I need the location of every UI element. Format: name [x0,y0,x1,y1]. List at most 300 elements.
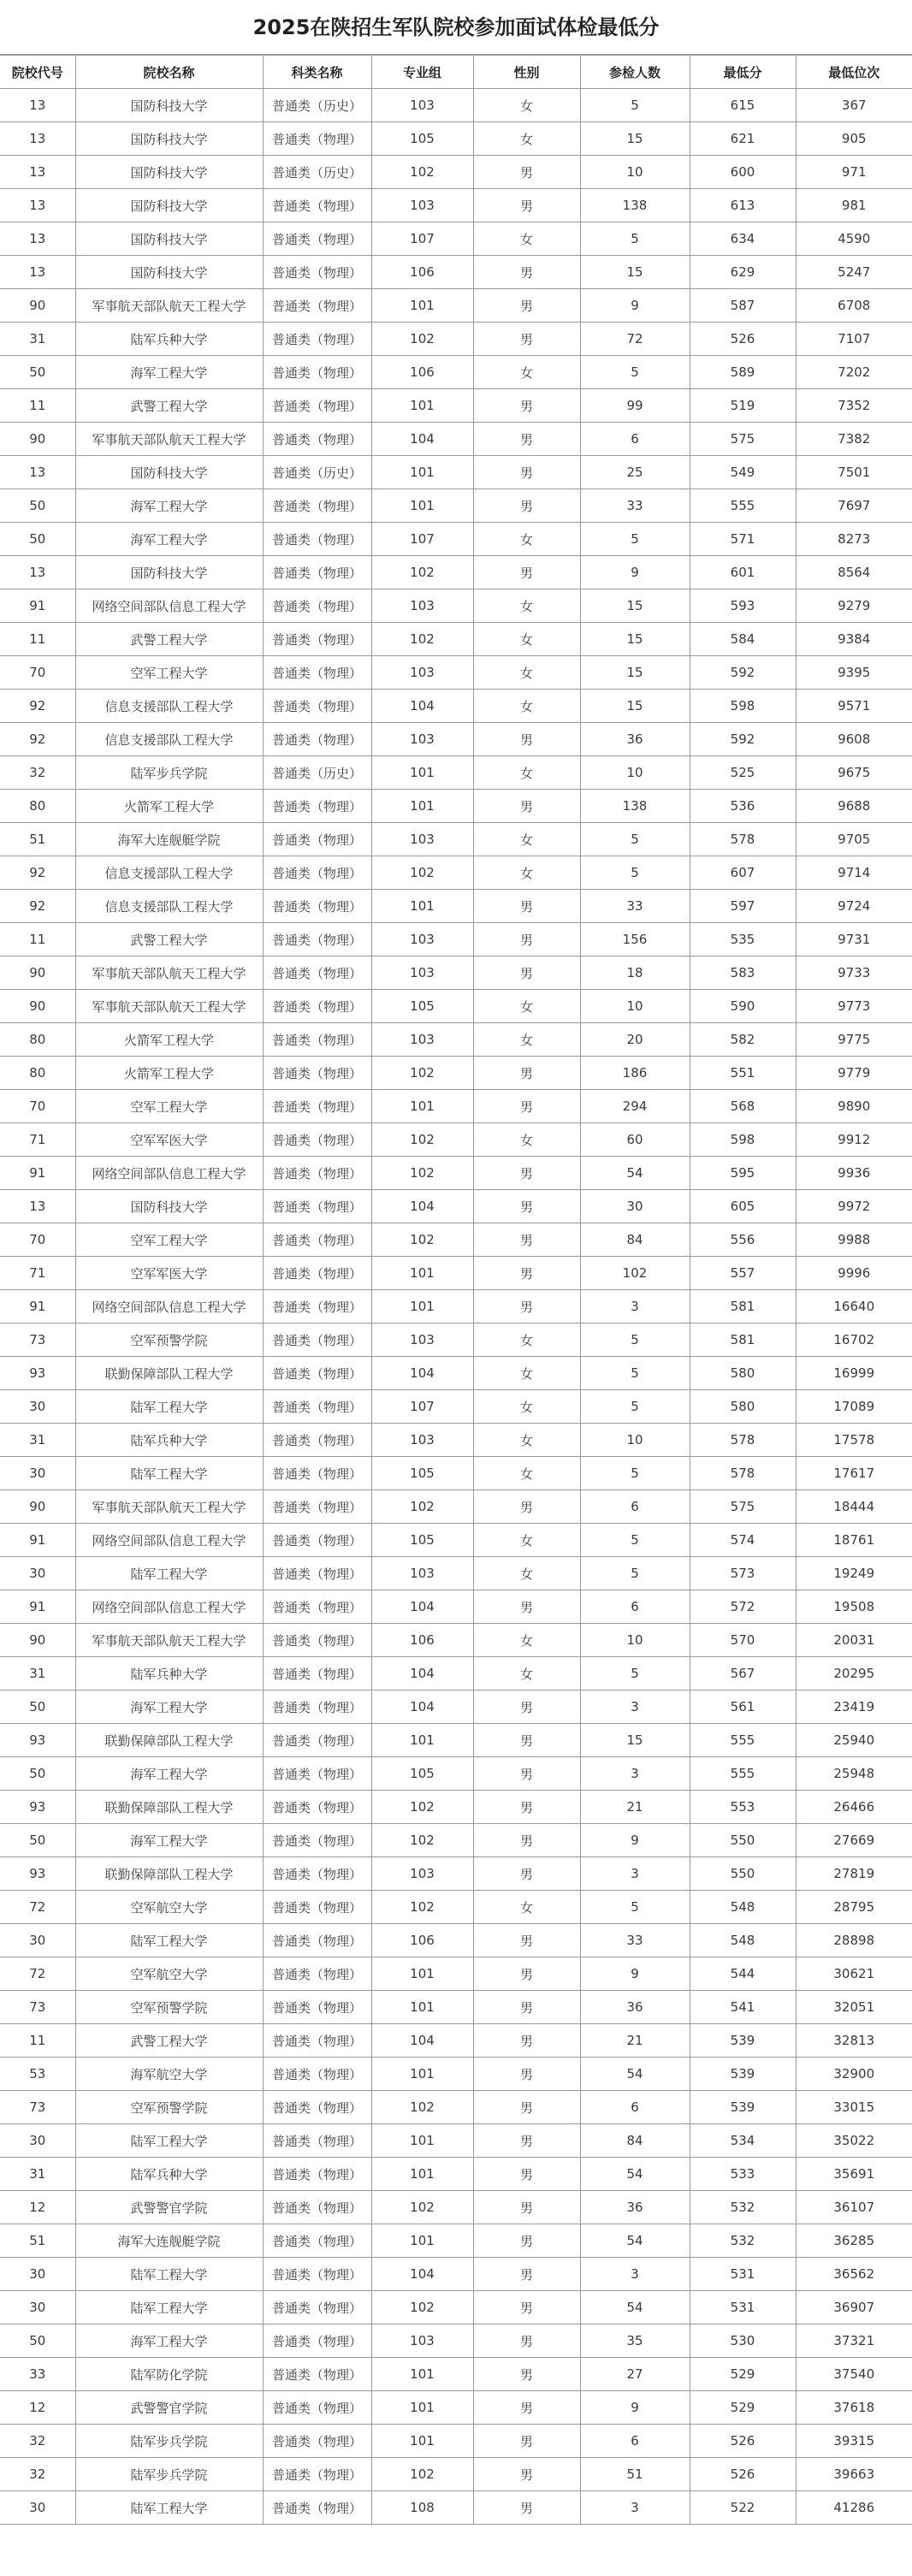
cell-school-name: 网络空间部队信息工程大学 [75,1524,263,1557]
cell-major-group: 101 [371,2158,473,2191]
cell-min-score: 551 [690,1057,796,1090]
cell-min-score: 581 [690,1290,796,1324]
cell-exam-count: 25 [580,456,690,489]
cell-exam-count: 21 [580,2024,690,2058]
cell-min-rank: 17617 [796,1457,912,1490]
cell-gender: 男 [473,456,580,489]
cell-school-name: 武警警官学院 [75,2191,263,2224]
table-row [0,656,912,690]
table-row [0,723,912,756]
cell-gender: 男 [473,2258,580,2291]
cell-school-name: 国防科技大学 [75,189,263,222]
cell-gender: 男 [473,890,580,923]
cell-school-code: 13 [0,222,75,256]
cell-major-group: 101 [371,289,473,323]
cell-school-code: 53 [0,2058,75,2091]
cell-min-score: 519 [690,389,796,423]
cell-school-name: 空军预警学院 [75,1324,263,1357]
cell-exam-count: 51 [580,2458,690,2491]
cell-min-score: 550 [690,1857,796,1891]
cell-gender: 男 [473,2458,580,2491]
cell-min-rank: 9890 [796,1090,912,1123]
table-row [0,890,912,923]
cell-major-group: 103 [371,2324,473,2358]
cell-min-rank: 25948 [796,1757,912,1791]
cell-school-code: 30 [0,2491,75,2525]
cell-school-name: 海军大连舰艇学院 [75,823,263,856]
cell-exam-count: 5 [580,1557,690,1590]
cell-major-group: 102 [371,2091,473,2124]
cell-exam-count: 15 [580,1724,690,1757]
cell-min-score: 581 [690,1324,796,1357]
cell-subject-type: 普通类（物理） [263,489,371,523]
cell-school-name: 火箭军工程大学 [75,790,263,823]
cell-subject-type: 普通类（物理） [263,1657,371,1691]
cell-school-name: 网络空间部队信息工程大学 [75,1590,263,1624]
cell-major-group: 101 [371,1724,473,1757]
cell-major-group: 101 [371,790,473,823]
cell-subject-type: 普通类（物理） [263,589,371,623]
cell-min-score: 539 [690,2058,796,2091]
cell-school-name: 陆军工程大学 [75,1924,263,1957]
cell-subject-type: 普通类（物理） [263,2091,371,2124]
table-row [0,122,912,156]
cell-gender: 女 [473,1624,580,1657]
cell-subject-type: 普通类（物理） [263,723,371,756]
cell-subject-type: 普通类（历史） [263,756,371,790]
cell-min-rank: 32813 [796,2024,912,2058]
cell-min-score: 555 [690,1757,796,1791]
cell-subject-type: 普通类（物理） [263,1957,371,1991]
cell-school-code: 31 [0,1424,75,1457]
cell-major-group: 107 [371,523,473,556]
cell-min-rank: 37321 [796,2324,912,2358]
cell-major-group: 106 [371,356,473,389]
cell-exam-count: 102 [580,1257,690,1290]
cell-min-rank: 7501 [796,456,912,489]
cell-school-code: 93 [0,1724,75,1757]
cell-subject-type: 普通类（物理） [263,1090,371,1123]
cell-major-group: 101 [371,2124,473,2158]
cell-min-score: 533 [690,2158,796,2191]
cell-school-name: 海军工程大学 [75,1824,263,1857]
cell-school-name: 陆军步兵学院 [75,2458,263,2491]
cell-school-name: 陆军兵种大学 [75,1657,263,1691]
cell-min-score: 525 [690,756,796,790]
table-row [0,1557,912,1590]
cell-min-rank: 9936 [796,1157,912,1190]
cell-major-group: 101 [371,2425,473,2458]
cell-min-score: 634 [690,222,796,256]
cell-subject-type: 普通类（物理） [263,2391,371,2425]
cell-school-code: 93 [0,1791,75,1824]
table-row [0,356,912,389]
cell-min-score: 583 [690,956,796,990]
cell-subject-type: 普通类（物理） [263,389,371,423]
cell-exam-count: 5 [580,356,690,389]
cell-subject-type: 普通类（物理） [263,2191,371,2224]
cell-school-code: 93 [0,1357,75,1390]
cell-subject-type: 普通类（历史） [263,156,371,189]
cell-school-code: 30 [0,2124,75,2158]
cell-school-name: 空军预警学院 [75,1991,263,2024]
cell-gender: 男 [473,2358,580,2391]
cell-exam-count: 27 [580,2358,690,2391]
cell-major-group: 101 [371,1257,473,1290]
cell-major-group: 104 [371,1657,473,1691]
cell-school-code: 31 [0,2158,75,2191]
cell-min-score: 589 [690,356,796,389]
cell-exam-count: 186 [580,1057,690,1090]
cell-major-group: 102 [371,1490,473,1524]
cell-school-code: 93 [0,1857,75,1891]
cell-exam-count: 84 [580,1223,690,1257]
cell-exam-count: 54 [580,2058,690,2091]
cell-min-score: 629 [690,256,796,289]
cell-school-code: 92 [0,890,75,923]
cell-school-code: 12 [0,2191,75,2224]
cell-school-name: 武警工程大学 [75,923,263,956]
cell-min-rank: 9775 [796,1023,912,1057]
cell-subject-type: 普通类（历史） [263,89,371,122]
cell-min-score: 556 [690,1223,796,1257]
cell-min-score: 539 [690,2024,796,2058]
cell-gender: 男 [473,389,580,423]
cell-school-name: 联勤保障部队工程大学 [75,1791,263,1824]
cell-gender: 女 [473,990,580,1023]
cell-exam-count: 294 [580,1090,690,1123]
cell-min-score: 570 [690,1624,796,1657]
cell-exam-count: 33 [580,890,690,923]
cell-school-name: 武警警官学院 [75,2391,263,2425]
cell-major-group: 108 [371,2491,473,2525]
cell-major-group: 104 [371,2258,473,2291]
table-row [0,1757,912,1791]
cell-gender: 男 [473,2391,580,2425]
cell-major-group: 104 [371,1590,473,1624]
cell-min-rank: 28898 [796,1924,912,1957]
cell-min-score: 593 [690,589,796,623]
cell-exam-count: 10 [580,156,690,189]
cell-subject-type: 普通类（物理） [263,1590,371,1624]
header-min-score: 最低分 [690,56,796,89]
cell-major-group: 103 [371,1557,473,1590]
cell-major-group: 105 [371,1457,473,1490]
cell-major-group: 103 [371,723,473,756]
cell-school-name: 空军工程大学 [75,1223,263,1257]
cell-subject-type: 普通类（物理） [263,2358,371,2391]
cell-school-name: 海军工程大学 [75,2324,263,2358]
cell-school-name: 空军军医大学 [75,1123,263,1157]
header-school-name: 院校名称 [75,56,263,89]
cell-min-score: 605 [690,1190,796,1223]
cell-min-score: 621 [690,122,796,156]
cell-exam-count: 9 [580,1824,690,1857]
table-row [0,1490,912,1524]
cell-school-name: 陆军兵种大学 [75,2158,263,2191]
cell-subject-type: 普通类（物理） [263,1824,371,1857]
cell-gender: 女 [473,756,580,790]
cell-subject-type: 普通类（物理） [263,189,371,222]
cell-subject-type: 普通类（物理） [263,2324,371,2358]
table-row [0,2491,912,2525]
cell-min-score: 598 [690,1123,796,1157]
cell-major-group: 102 [371,1223,473,1257]
cell-subject-type: 普通类（物理） [263,2291,371,2324]
cell-subject-type: 普通类（物理） [263,122,371,156]
cell-exam-count: 5 [580,1891,690,1924]
cell-gender: 男 [473,189,580,222]
cell-major-group: 101 [371,489,473,523]
cell-gender: 女 [473,656,580,690]
cell-major-group: 103 [371,1424,473,1457]
cell-exam-count: 36 [580,723,690,756]
cell-school-name: 空军航空大学 [75,1891,263,1924]
header-min-rank: 最低位次 [796,56,912,89]
table-row [0,556,912,589]
cell-school-name: 陆军兵种大学 [75,323,263,356]
cell-gender: 男 [473,2491,580,2525]
cell-school-name: 军事航天部队航天工程大学 [75,423,263,456]
table-header-row [0,56,912,89]
cell-min-rank: 9571 [796,690,912,723]
cell-min-rank: 28795 [796,1891,912,1924]
table-row [0,256,912,289]
cell-exam-count: 35 [580,2324,690,2358]
cell-min-rank: 7202 [796,356,912,389]
cell-school-name: 空军工程大学 [75,656,263,690]
cell-major-group: 101 [371,1991,473,2024]
cell-min-rank: 35691 [796,2158,912,2191]
cell-major-group: 106 [371,256,473,289]
cell-school-name: 海军工程大学 [75,489,263,523]
cell-school-name: 空军航空大学 [75,1957,263,1991]
cell-subject-type: 普通类（物理） [263,1991,371,2024]
cell-gender: 女 [473,1524,580,1557]
cell-gender: 女 [473,1324,580,1357]
cell-school-code: 13 [0,189,75,222]
cell-min-rank: 41286 [796,2491,912,2525]
cell-major-group: 102 [371,2458,473,2491]
cell-min-rank: 26466 [796,1791,912,1824]
cell-school-name: 陆军兵种大学 [75,1424,263,1457]
cell-school-code: 91 [0,1590,75,1624]
cell-school-name: 陆军步兵学院 [75,756,263,790]
cell-school-code: 13 [0,1190,75,1223]
cell-min-score: 529 [690,2391,796,2425]
cell-min-rank: 9384 [796,623,912,656]
table-row [0,89,912,122]
cell-school-code: 30 [0,1924,75,1957]
cell-school-code: 11 [0,623,75,656]
cell-min-score: 526 [690,323,796,356]
table-row [0,1657,912,1691]
table-row [0,1957,912,1991]
cell-major-group: 102 [371,1824,473,1857]
cell-school-code: 50 [0,356,75,389]
cell-gender: 男 [473,2291,580,2324]
cell-exam-count: 5 [580,1390,690,1424]
cell-min-score: 536 [690,790,796,823]
cell-major-group: 101 [371,1090,473,1123]
cell-major-group: 102 [371,2191,473,2224]
cell-school-code: 90 [0,423,75,456]
cell-school-code: 13 [0,156,75,189]
cell-exam-count: 10 [580,1624,690,1657]
cell-exam-count: 20 [580,1023,690,1057]
table-row [0,1824,912,1857]
cell-min-score: 571 [690,523,796,556]
cell-school-code: 30 [0,2258,75,2291]
cell-gender: 男 [473,723,580,756]
cell-min-score: 580 [690,1390,796,1424]
cell-exam-count: 72 [580,323,690,356]
cell-subject-type: 普通类（物理） [263,2124,371,2158]
cell-gender: 女 [473,1023,580,1057]
cell-min-rank: 7697 [796,489,912,523]
table-row [0,1157,912,1190]
cell-min-rank: 5247 [796,256,912,289]
cell-subject-type: 普通类（物理） [263,1924,371,1957]
cell-min-score: 592 [690,723,796,756]
cell-major-group: 102 [371,323,473,356]
table-row [0,1057,912,1090]
cell-min-rank: 33015 [796,2091,912,2124]
table-row [0,2425,912,2458]
cell-major-group: 104 [371,1190,473,1223]
table-row [0,289,912,323]
cell-school-code: 90 [0,956,75,990]
cell-school-name: 军事航天部队航天工程大学 [75,1490,263,1524]
cell-gender: 男 [473,2091,580,2124]
cell-school-name: 海军工程大学 [75,1757,263,1791]
cell-subject-type: 普通类（物理） [263,1257,371,1290]
cell-min-rank: 36907 [796,2291,912,2324]
cell-exam-count: 5 [580,222,690,256]
cell-school-name: 国防科技大学 [75,222,263,256]
cell-exam-count: 5 [580,856,690,890]
cell-min-rank: 9731 [796,923,912,956]
cell-gender: 女 [473,122,580,156]
cell-exam-count: 5 [580,1657,690,1691]
cell-major-group: 102 [371,1057,473,1090]
table-row [0,389,912,423]
cell-gender: 女 [473,1557,580,1590]
cell-major-group: 105 [371,1757,473,1791]
cell-gender: 女 [473,1357,580,1390]
cell-gender: 男 [473,156,580,189]
header-gender: 性别 [473,56,580,89]
cell-school-code: 50 [0,1691,75,1724]
table-row [0,1324,912,1357]
cell-subject-type: 普通类（物理） [263,289,371,323]
cell-school-code: 80 [0,1023,75,1057]
cell-gender: 男 [473,2425,580,2458]
cell-exam-count: 33 [580,489,690,523]
cell-school-code: 90 [0,289,75,323]
table-row [0,1891,912,1924]
cell-gender: 男 [473,1157,580,1190]
cell-subject-type: 普通类（物理） [263,1023,371,1057]
cell-subject-type: 普通类（物理） [263,523,371,556]
cell-major-group: 101 [371,1957,473,1991]
cell-min-score: 532 [690,2224,796,2258]
cell-school-name: 信息支援部队工程大学 [75,690,263,723]
cell-exam-count: 60 [580,1123,690,1157]
cell-min-rank: 8564 [796,556,912,589]
cell-school-name: 陆军工程大学 [75,2491,263,2525]
cell-min-rank: 17089 [796,1390,912,1424]
cell-school-code: 13 [0,256,75,289]
cell-exam-count: 3 [580,1857,690,1891]
cell-min-score: 600 [690,156,796,189]
cell-gender: 女 [473,1424,580,1457]
cell-major-group: 103 [371,1857,473,1891]
cell-min-score: 592 [690,656,796,690]
cell-min-score: 530 [690,2324,796,2358]
cell-school-code: 70 [0,1090,75,1123]
cell-min-score: 539 [690,2091,796,2124]
cell-exam-count: 18 [580,956,690,990]
cell-min-rank: 27819 [796,1857,912,1891]
table-row [0,1991,912,2024]
cell-school-code: 71 [0,1257,75,1290]
table-row [0,1724,912,1757]
cell-school-code: 50 [0,1757,75,1791]
cell-major-group: 101 [371,890,473,923]
cell-exam-count: 36 [580,2191,690,2224]
cell-major-group: 104 [371,423,473,456]
cell-min-rank: 7352 [796,389,912,423]
cell-school-code: 11 [0,389,75,423]
cell-min-rank: 9705 [796,823,912,856]
cell-exam-count: 5 [580,1524,690,1557]
cell-major-group: 101 [371,2058,473,2091]
cell-school-code: 30 [0,2291,75,2324]
cell-exam-count: 5 [580,89,690,122]
cell-min-rank: 27669 [796,1824,912,1857]
cell-min-score: 548 [690,1924,796,1957]
table-row [0,990,912,1023]
cell-gender: 男 [473,1090,580,1123]
cell-school-name: 国防科技大学 [75,122,263,156]
cell-major-group: 107 [371,222,473,256]
cell-subject-type: 普通类（物理） [263,1190,371,1223]
cell-subject-type: 普通类（物理） [263,423,371,456]
cell-min-score: 526 [690,2458,796,2491]
cell-major-group: 106 [371,1624,473,1657]
table-row [0,2091,912,2124]
cell-school-code: 92 [0,723,75,756]
cell-school-name: 军事航天部队航天工程大学 [75,990,263,1023]
cell-school-name: 海军工程大学 [75,1691,263,1724]
cell-exam-count: 138 [580,189,690,222]
cell-school-code: 32 [0,2458,75,2491]
cell-school-code: 50 [0,2324,75,2358]
cell-major-group: 103 [371,823,473,856]
table-row [0,690,912,723]
cell-school-name: 武警工程大学 [75,389,263,423]
cell-gender: 女 [473,1657,580,1691]
cell-gender: 男 [473,2158,580,2191]
cell-school-code: 30 [0,1457,75,1490]
cell-min-rank: 16999 [796,1357,912,1390]
cell-gender: 男 [473,1691,580,1724]
table-row [0,1424,912,1457]
table-row [0,2158,912,2191]
cell-major-group: 102 [371,1891,473,1924]
cell-min-score: 548 [690,1891,796,1924]
